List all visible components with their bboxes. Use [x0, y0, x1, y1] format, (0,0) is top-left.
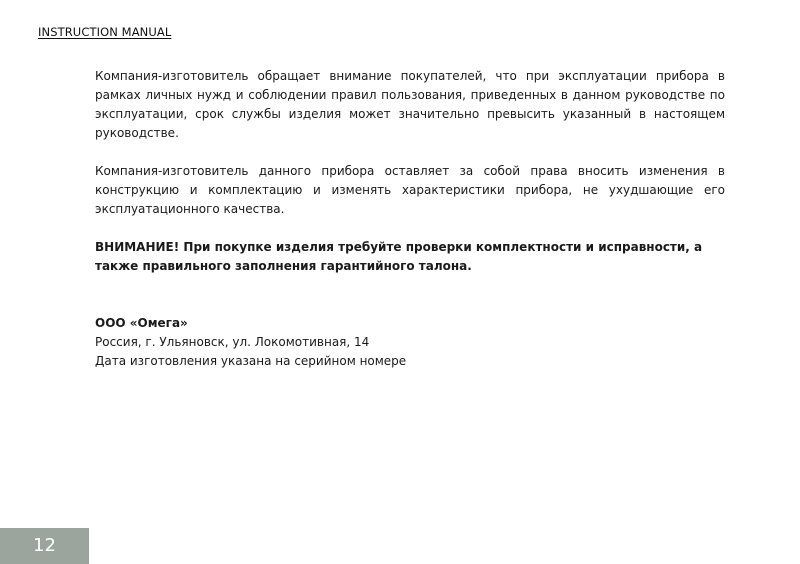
manufacture-date-note: Дата изготовления указана на серийном номере	[95, 354, 407, 368]
company-name: ООО «Омега»	[95, 316, 188, 330]
document-header-title: INSTRUCTION MANUAL	[38, 25, 172, 39]
paragraph-service-life: Компания-изготовитель обращает внимание покупателей, что при эксплуатации прибора в рамках личных нужд и соблюдении правил пользования, приведенных в данном руководстве по эксплуатации, срок службы изделия может значительно превысить указанный в настоящем руководстве.	[95, 69, 725, 140]
paragraph-design-changes: Компания-изготовитель данного прибора оставляет за собой права вносить изменения в конструкцию и комплектацию и изменять характеристики прибора, не ухудшающие его эксплуатационного качества.	[95, 164, 725, 216]
warning-notice: ВНИМАНИЕ! При покупке изделия требуйте проверки комплектности и исправности, а также правильного заполнения гарантийного талона.	[95, 240, 703, 273]
page-number-badge	[0, 528, 89, 564]
company-info	[95, 314, 725, 371]
company-address: Россия, г. Ульяновск, ул. Локомотивная, 14	[95, 335, 370, 349]
document-body	[95, 67, 725, 371]
page-number: 12	[33, 535, 56, 556]
